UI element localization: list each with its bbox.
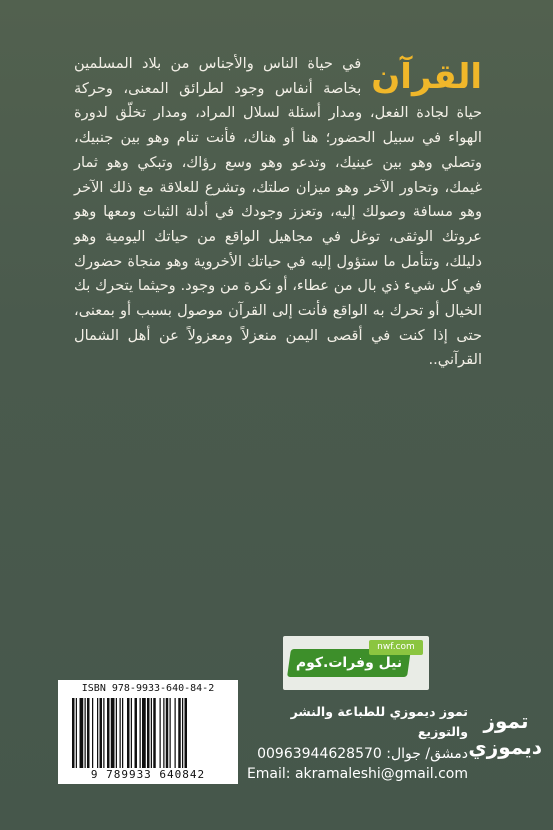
publisher-logo xyxy=(470,708,542,770)
barcode-bar xyxy=(92,698,93,768)
barcode-bar xyxy=(87,698,90,768)
barcode-bar xyxy=(142,698,146,768)
publisher-logo-line2: ديموزي xyxy=(468,735,542,759)
barcode-bar xyxy=(85,698,86,768)
publisher-phone xyxy=(240,744,468,764)
barcode-bar xyxy=(151,698,152,768)
publisher-name: تموز ديموزي للطباعة والنشر والتوزيع xyxy=(290,704,468,739)
barcode-bar xyxy=(97,698,98,768)
barcode-bar xyxy=(122,698,123,768)
retailer-logo-tag: nwf.com xyxy=(369,640,423,655)
barcode-bar xyxy=(72,698,75,768)
barcode-bar xyxy=(147,698,150,768)
barcode-bar xyxy=(153,698,156,768)
isbn-barcode-box xyxy=(58,680,238,784)
barcode-bar xyxy=(175,698,176,768)
barcode-bar xyxy=(185,698,188,768)
barcode-bar xyxy=(127,698,130,768)
barcode-bar xyxy=(163,698,164,768)
barcode-bar xyxy=(178,698,181,768)
retailer-logo xyxy=(283,636,429,690)
barcode-bar xyxy=(182,698,183,768)
isbn-label: ISBN 978-9933-640-84-2 xyxy=(81,683,215,694)
barcode-bar xyxy=(100,698,103,768)
barcode-bar xyxy=(166,698,169,768)
phone-number: 00963944628570 xyxy=(257,746,382,762)
publisher-logo-line1: تموز xyxy=(483,709,529,733)
retailer-logo-name: نيل وفرات.كوم xyxy=(295,655,403,671)
barcode-bar xyxy=(80,698,84,768)
barcode-bar xyxy=(116,698,117,768)
barcode-icon xyxy=(70,698,226,768)
barcode-bar xyxy=(131,698,132,768)
barcode-bar xyxy=(120,698,121,768)
phone-label: دمشق/ جوال: xyxy=(386,746,468,762)
publisher-email: Email: akramaleshi@gmail.com xyxy=(246,766,468,782)
title: القرآن xyxy=(371,57,482,97)
barcode-bar xyxy=(107,698,110,768)
isbn-digits: 9 789933 640842 xyxy=(90,768,206,781)
barcode-bar xyxy=(103,698,104,768)
publisher-info xyxy=(240,702,468,784)
blurb-paragraph: في حياة الناس والأجناس من بلاد المسلمين بخاصة أنفاس وجود لطرائق المعنى، وحركة حياة لجادة الفعل، ومدار أسئلة لسلال المراد، ومدار تخلّق لدورة الهواء في سبيل الحضور؛ هنا أو هناك، فأنت تنام وهو بين جنبيك، وتصلي وهو بين عينيك، وتدعو وهو وسع رؤاك، وتبكي وهو ثمار غيمك، وتحاور الآخر وهو ميزان صلتك، وتشرع للعلاقة مع ذلك الآخر وهو مسافة وصولك إليه، وتعزز وجودك في أدلة الثبات ومعها وهو عروتك الوثقى، توغل في مجاهيل الواقع من حياتك اليومية وهو دليلك، وتتأمل ما ستؤول إليه في حياتك الأخروية وهو منجاة حضورك في كل شيء ذي بال من عطاء، أو نكرة من وجود. وحيثما يتحرك بك الخيال أو تحرك به الواقع فأنت إلى القرآن موصول بسبب أو بمعنى، حتى إذا كنت في أقصى اليمن منعزلاً ومعزولاً عن أهل الشمال القرآني.. xyxy=(74,55,482,369)
barcode-bar xyxy=(135,698,138,768)
barcode-bar xyxy=(76,698,77,768)
barcode-bar xyxy=(170,698,171,768)
barcode-bar xyxy=(140,698,141,768)
blurb-text xyxy=(74,52,482,373)
barcode-bar xyxy=(111,698,115,768)
barcode-bar xyxy=(160,698,161,768)
